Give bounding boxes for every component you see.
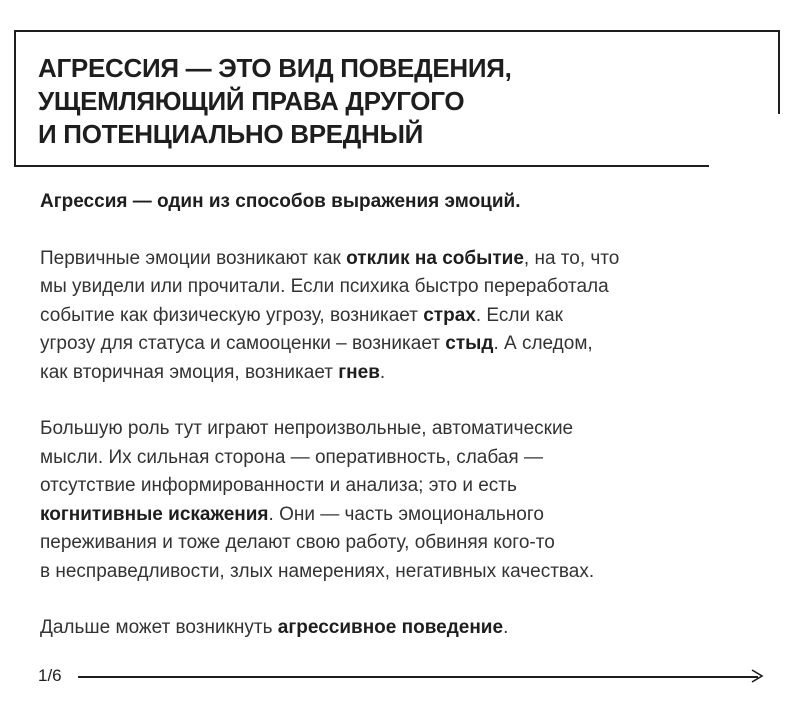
text-segment: . Если как bbox=[475, 304, 563, 326]
emphasis-text: отклик на событие bbox=[346, 247, 524, 269]
lead-sentence: Агрессия — один из способов выражения эмоций. bbox=[40, 191, 521, 212]
text-line bbox=[40, 501, 760, 530]
progress-line bbox=[78, 676, 758, 678]
text-line bbox=[40, 614, 760, 643]
text-segment: как вторичная эмоция, возникает bbox=[40, 361, 339, 383]
frame-right-edge bbox=[778, 30, 780, 114]
title-line-3: И ПОТЕНЦИАЛЬНО ВРЕДНЫЙ bbox=[38, 119, 424, 149]
paragraph-emotions bbox=[40, 245, 760, 388]
frame-bottom-edge bbox=[14, 165, 709, 167]
emphasis-text: когнитивные искажения bbox=[40, 503, 269, 525]
text-line bbox=[40, 330, 760, 359]
text-segment: Первичные эмоции возникают как bbox=[40, 247, 347, 269]
paragraph-cognitive bbox=[40, 415, 760, 586]
emphasis-text: агрессивное поведение bbox=[277, 617, 504, 638]
text-segment: , на то, что bbox=[523, 247, 620, 269]
text-line: отсутствие информированности и анализа; это и есть bbox=[40, 475, 517, 496]
text-segment: . Они — часть эмоционального bbox=[268, 503, 544, 525]
text-line: мысли. Их сильная сторона — оперативность, слабая — bbox=[40, 446, 543, 468]
paragraph-behavior bbox=[40, 614, 760, 643]
slide-title bbox=[38, 52, 512, 151]
text-line bbox=[40, 302, 760, 331]
text-segment: . bbox=[379, 361, 386, 383]
text-line: в несправедливости, злых намерениях, негативных качествах. bbox=[40, 560, 595, 582]
emphasis-text: страх bbox=[423, 304, 476, 326]
text-segment: Дальше может возникнуть bbox=[40, 617, 278, 638]
page-indicator: 1/6 bbox=[38, 666, 62, 685]
body-text bbox=[40, 188, 760, 671]
text-segment: угрозу для статуса и самооценки – возникает bbox=[40, 333, 446, 354]
text-segment: событие как физическую угрозу, возникает bbox=[40, 304, 424, 326]
text-line: Большую роль тут играют непроизвольные, автоматические bbox=[40, 418, 574, 439]
emphasis-text: стыд bbox=[445, 333, 494, 354]
text-line bbox=[40, 245, 760, 274]
text-segment: . А следом, bbox=[493, 333, 593, 354]
arrow-right-icon[interactable] bbox=[750, 669, 764, 683]
title-line-1: АГРЕССИЯ — ЭТО ВИД ПОВЕДЕНИЯ, bbox=[38, 53, 512, 83]
emphasis-text: гнев bbox=[338, 361, 380, 383]
title-line-2: УЩЕМЛЯЮЩИЙ ПРАВА ДРУГОГО bbox=[38, 86, 465, 116]
slide-footer bbox=[38, 664, 764, 688]
text-segment: . bbox=[503, 617, 509, 638]
text-line: переживания и тоже делают свою работу, обвиняя кого-то bbox=[40, 532, 555, 553]
text-line bbox=[40, 359, 760, 388]
text-line: мы увидели или прочитали. Если психика быстро переработала bbox=[40, 276, 609, 297]
